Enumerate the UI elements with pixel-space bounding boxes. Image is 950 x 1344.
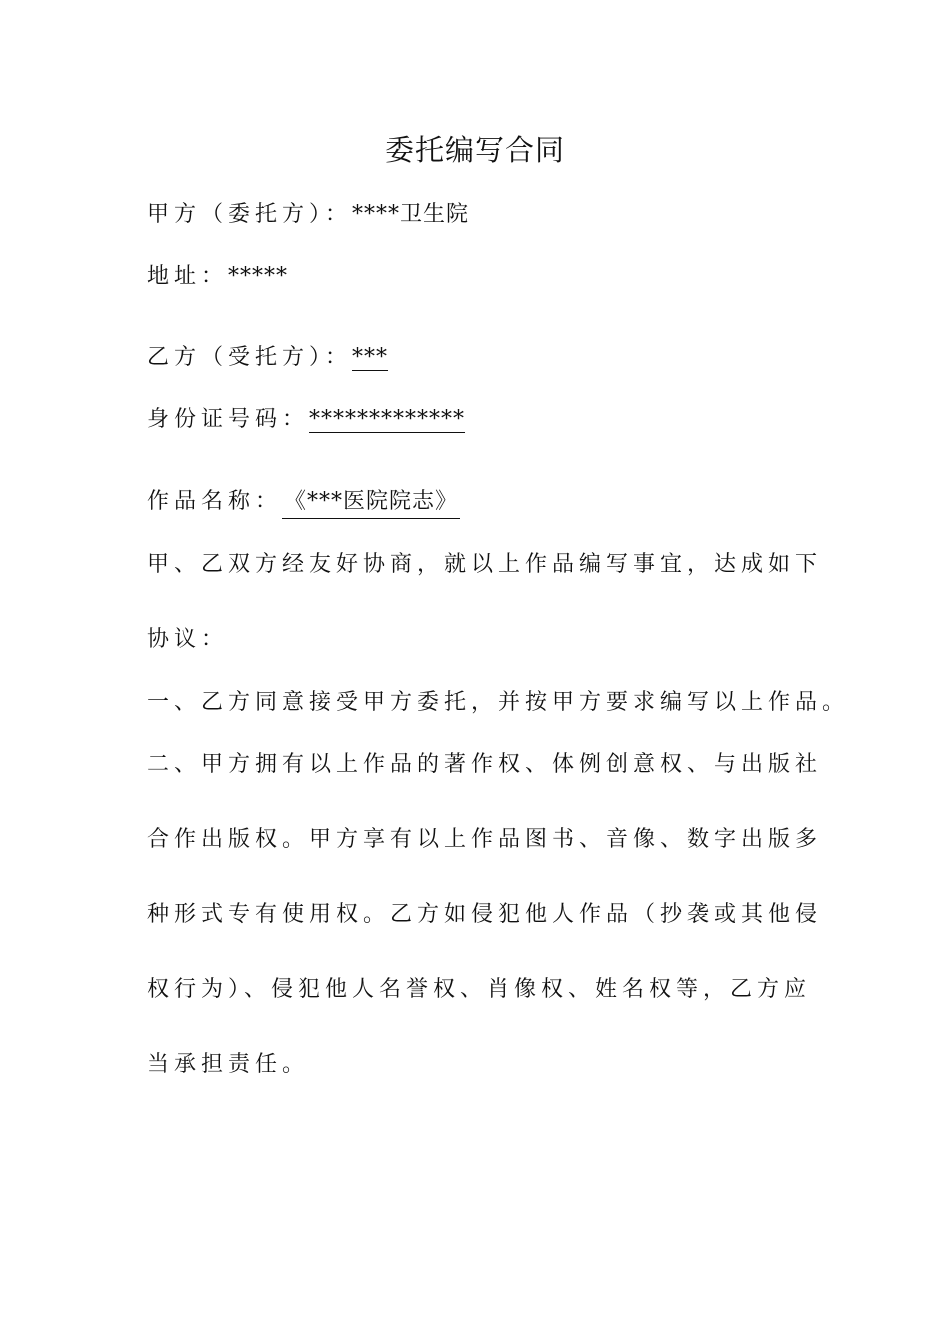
address-value: ***** (228, 264, 289, 289)
address-label: 地址： (147, 264, 229, 289)
id-number-value: ************* (309, 407, 466, 432)
body-line: 当承担责任。 (147, 1052, 310, 1077)
party-a-label: 甲方（委托方）： (147, 202, 353, 227)
address-line (147, 262, 288, 292)
id-number-label: 身份证号码： (147, 407, 310, 432)
body-line: 合作出版权。甲方享有以上作品图书、音像、数字出版多 (147, 827, 823, 852)
body-line: 一、乙方同意接受甲方委托，并按甲方要求编写以上作品。 (147, 690, 850, 715)
id-number-line (147, 405, 465, 435)
body-line: 二、甲方拥有以上作品的著作权、体例创意权、与出版社 (147, 752, 823, 777)
party-a-value: ****卫生院 (352, 202, 470, 227)
contract-title: 委托编写合同 (384, 133, 565, 167)
body-line: 协议： (147, 627, 229, 652)
work-name-value: 《***医院院志》 (282, 487, 460, 519)
work-name-line (147, 487, 460, 519)
body-line: 种形式专有使用权。乙方如侵犯他人作品（抄袭或其他侵 (147, 902, 823, 927)
party-b-value: *** (352, 345, 389, 370)
party-a-line (147, 200, 469, 230)
work-name-label: 作品名称： (147, 489, 283, 514)
body-line: 甲、乙双方经友好协商，就以上作品编写事宜，达成如下 (147, 552, 823, 577)
body-line: 权行为）、侵犯他人名誉权、肖像权、姓名权等，乙方应 (147, 977, 812, 1002)
party-b-line (147, 343, 388, 373)
party-b-label: 乙方（受托方）： (147, 345, 353, 370)
